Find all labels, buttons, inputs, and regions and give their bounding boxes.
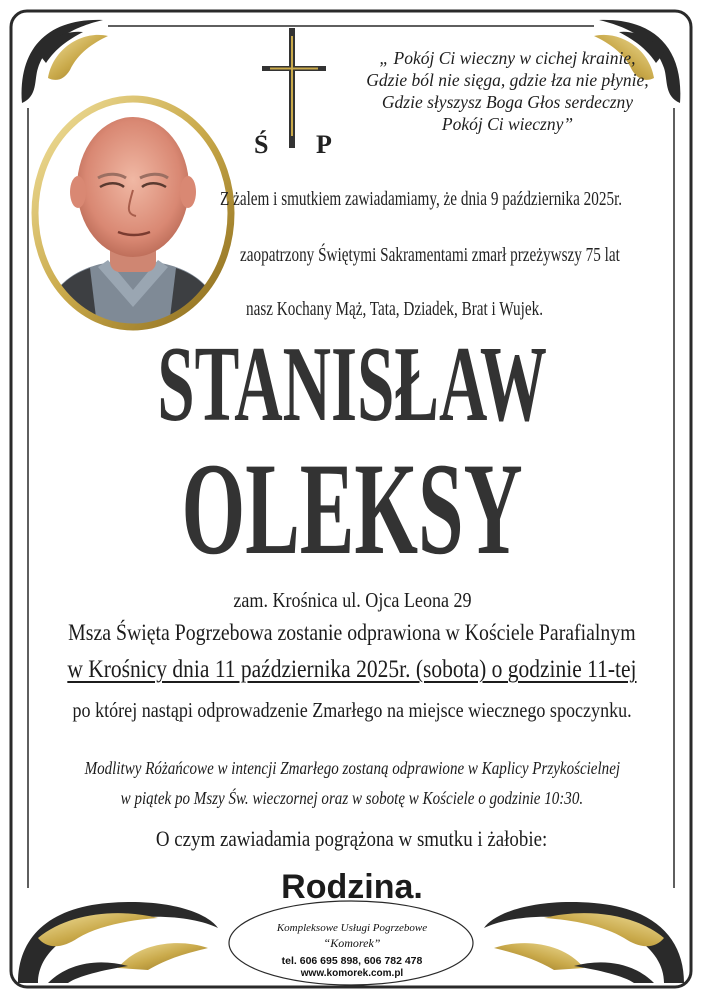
funeral-date-line: w Krośnicy dnia 11 października 2025r. (sobota) o godzinie 11-tej	[67, 656, 637, 683]
poem-line: Gdzie słyszysz Boga Głos serdeczny	[381, 92, 634, 112]
cross-letter-left: Ś	[254, 130, 269, 159]
portrait-photo	[28, 92, 238, 334]
deceased-first-name: STANISŁAW	[157, 325, 547, 444]
funeral-line: po której nastąpi odprowadzenie Zmarłego na miejsce wiecznego spoczynku.	[72, 698, 632, 722]
announcement: O czym zawiadamia pogrążona w smutku i żałobie:	[156, 826, 548, 851]
footer-service: Kompleksowe Usługi Pogrzebowe	[276, 922, 428, 934]
footer-website: www.komorek.com.pl	[300, 968, 404, 979]
prayers-line: w piątek po Mszy Św. wieczornej oraz w sobotę w Kościele o godzinie 10:30.	[120, 788, 584, 808]
deceased-last-name: OLEKSY	[181, 435, 523, 582]
funeral-line: Msza Święta Pogrzebowa zostanie odprawiona w Kościele Parafialnym	[68, 620, 636, 645]
address: zam. Krośnica ul. Ojca Leona 29	[232, 588, 472, 612]
footer-company: “Komorek”	[323, 936, 381, 950]
family-signature: Rodzina.	[281, 868, 423, 906]
intro-line: Z żalem i smutkiem zawiadamiamy, że dnia 9 października 2025r.	[220, 188, 623, 210]
poem-line: „ Pokój Ci wieczny w cichej krainie,	[379, 48, 636, 68]
intro-line: nasz Kochany Mąż, Tata, Dziadek, Brat i Wujek.	[246, 298, 544, 320]
prayers-line: Modlitwy Różańcowe w intencji Zmarłego zostaną odprawione w Kaplicy Przykościelnej	[84, 758, 620, 778]
poem	[330, 47, 685, 135]
corner-ornament-top-left	[22, 20, 108, 103]
poem-line: Gdzie ból nie sięga, gdzie łza nie płynie,	[366, 70, 649, 90]
cross-letter-right: P	[316, 130, 332, 159]
footer-phone: tel. 606 695 898, 606 782 478	[281, 955, 423, 967]
poem-line: Pokój Ci wieczny”	[441, 114, 574, 134]
intro-line: zaopatrzony Świętymi Sakramentami zmarł przeżywszy 75 lat	[240, 244, 620, 266]
